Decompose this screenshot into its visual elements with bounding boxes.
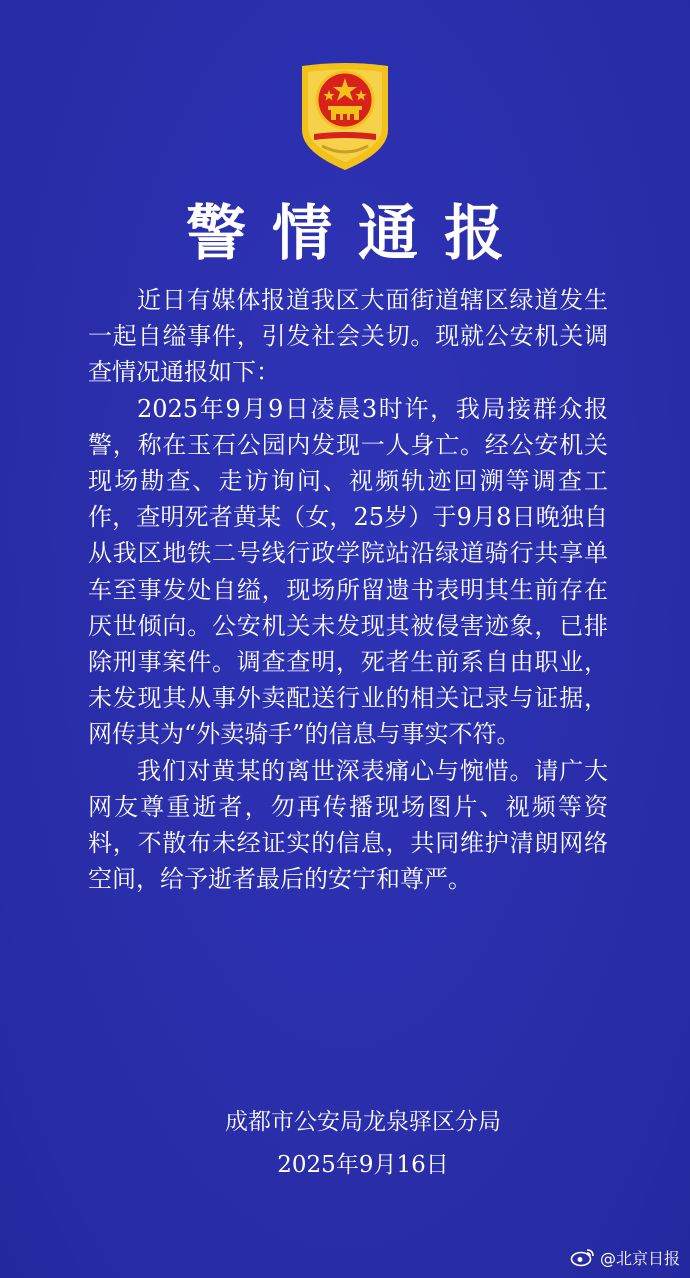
notice-body xyxy=(88,282,608,897)
source-watermark xyxy=(570,1246,680,1268)
notice-paragraph-details: 2025年9月9日凌晨3时许，我局接群众报警，称在玉石公园内发现一人身亡。经公安机关现场勘查、走访询问、视频轨迹回溯等调查工作，查明死者黄某（女，25岁）于9月8日晚独自从我区地铁二号线行政学院站沿绿道骑行共享单车至事发处自缢，现场所留遗书表明其生前存在厌世倾向。公安机关未发现其被侵害迹象，已排除刑事案件。调查查明，死者生前系自由职业，未发现其从事外卖配送行业的相关记录与证据，网传其为“外卖骑手”的信息与事实不符。 xyxy=(88,394,608,749)
signature-date: 2025年9月16日 xyxy=(277,1152,449,1178)
notice-paragraph-appeal: 我们对黄某的离世深表痛心与惋惜。请广大网友尊重逝者，勿再传播现场图片、视频等资料，不散布未经证实的信息，共同维护清朗网络空间，给予逝者最后的安宁和尊严。 xyxy=(88,756,608,894)
notice-paragraph-intro: 近日有媒体报道我区大面街道辖区绿道发生一起自缢事件，引发社会关切。现就公安机关调查情况通报如下： xyxy=(88,286,608,387)
police-emblem-icon xyxy=(292,60,398,172)
watermark-text: @北京日报 xyxy=(599,1248,680,1268)
signature-organization: 成都市公安局龙泉驿区分局 xyxy=(225,1109,501,1135)
notice-title: 警情通报 xyxy=(186,199,530,269)
weibo-icon xyxy=(570,1247,596,1267)
